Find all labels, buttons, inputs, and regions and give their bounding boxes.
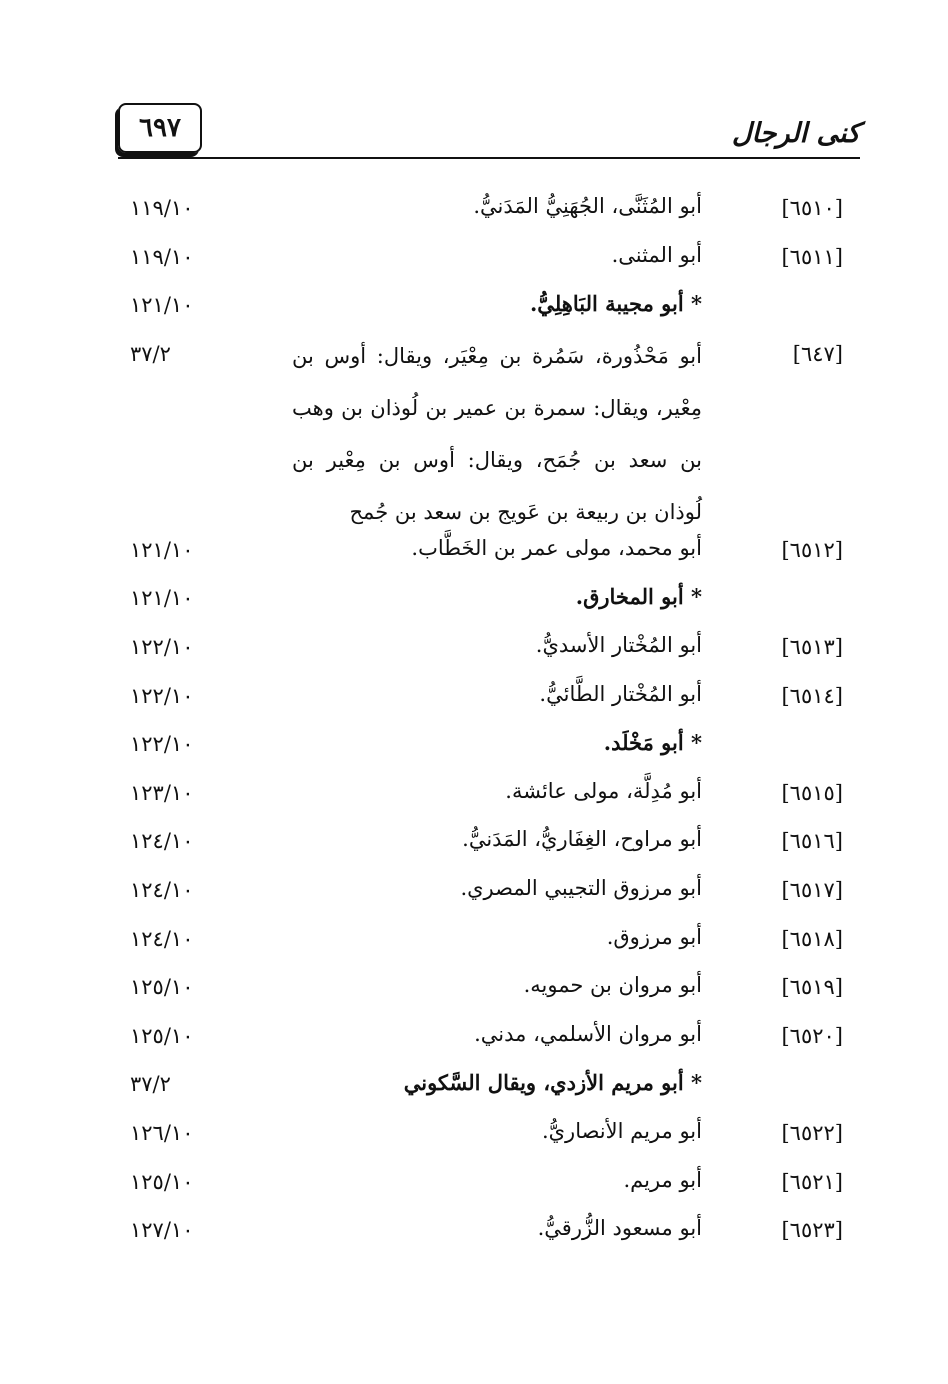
entry-name: أبو محمد، مولى عمر بن الخَطَّاب.: [411, 535, 702, 560]
entry-number: [٦٥١٢]: [781, 537, 843, 562]
entry-number: [٦٥٢٣]: [781, 1218, 843, 1243]
entry-name: أبو المُخْتار الطَّائيُّ.: [539, 681, 702, 706]
entry-reference: ١٢١/١٠: [130, 293, 194, 318]
entry-reference: ١١٩/١٠: [130, 196, 194, 220]
entry-number: [٦٥٢٢]: [781, 1120, 843, 1145]
entry-number: [٦٥٢١]: [781, 1169, 843, 1194]
entry-row: [0, 287, 948, 336]
entry-name: أبو مرزوق التجيبي المصري.: [460, 875, 702, 900]
entry-row: [0, 969, 948, 1018]
entry-heading: * أبو مجيبة البَاهِلِيُّ.: [530, 291, 702, 317]
entry-row: [0, 1115, 948, 1164]
entry-name: أبو مريم الأنصاريُّ.: [541, 1118, 702, 1143]
entry-name: أبو المُثَنَّى، الجُهَنِيُّ المَدَنيُّ.: [473, 194, 702, 218]
entry-number: [٦٥١٨]: [781, 926, 843, 951]
entry-row: [0, 678, 948, 727]
entry-number: [٦٥١٦]: [781, 829, 843, 854]
entry-name: أبو مريم.: [623, 1167, 702, 1192]
entry-row: [0, 239, 948, 288]
entry-number: [٦٥١٧]: [781, 877, 843, 902]
entry-reference: ١٢٥/١٠: [130, 1023, 194, 1048]
entry-row: [0, 336, 948, 532]
entry-name: أبو المُخْتار الأسديُّ.: [535, 632, 702, 657]
entry-heading: * أبو مريم الأزدي، ويقال السَّكوني: [403, 1070, 702, 1096]
entry-number: [٦٥١٩]: [781, 975, 843, 1000]
entry-row: [0, 775, 948, 824]
entry-row: [0, 532, 948, 581]
entry-reference: ١٢٢/١٠: [130, 634, 194, 659]
entry-row: [0, 580, 948, 629]
entry-heading: * أبو المخارق.: [575, 584, 702, 610]
entry-number: [٦٥١٣]: [781, 634, 843, 659]
entry-name: أبو مسعود الزُّرقيُّ.: [537, 1216, 702, 1241]
entry-reference: ١٢٤/١٠: [130, 926, 194, 951]
entry-number: [٦٥١٥]: [781, 780, 843, 805]
entry-number: [٦٥١١]: [781, 244, 843, 269]
entry-reference: ١٢٣/١٠: [130, 780, 194, 805]
entry-reference: ١٢١/١٠: [130, 586, 194, 611]
entry-number: [٦٥١٠]: [781, 196, 843, 220]
entry-name: أبو مراوح، الغِفَاريُّ، المَدَنيُّ.: [462, 827, 702, 852]
entry-reference: ١٢٤/١٠: [130, 877, 194, 902]
entry-reference: ١٢٢/١٠: [130, 683, 194, 708]
entry-row: [0, 1164, 948, 1213]
entry-name: أبو مُدِلَّة، مولى عائشة.: [505, 778, 702, 803]
entry-row: [0, 1212, 948, 1261]
entry-row: [0, 872, 948, 921]
entry-reference: ١٢٥/١٠: [130, 975, 194, 1000]
entry-reference: ١٢٦/١٠: [130, 1120, 194, 1145]
entry-name: أبو مروان بن حمويه.: [523, 973, 702, 998]
entry-row: [0, 726, 948, 775]
entry-name: أبو مَحْذُورة، سَمُرة بن مِعْيَر، ويقال: أوس بن مِعْير، ويقال: سمرة بن عمير بن لُوذان بن وهب بن سعد بن جُمَح، ويقال: أوس بن مِعْير بن لُوذان بن ربيعة بن عَويج بن سعد بن جُمح: [292, 343, 702, 524]
entry-row: [0, 629, 948, 678]
entry-number: [٦٥١٤]: [781, 683, 843, 708]
entry-row: [0, 1018, 948, 1067]
entries-list: [0, 190, 948, 1261]
entry-row: [0, 1066, 948, 1115]
entry-number: [٦٤٧]: [792, 341, 843, 366]
entry-row: [0, 823, 948, 872]
entry-name: أبو مرزوق.: [606, 924, 702, 949]
entry-row: [0, 190, 948, 239]
entry-reference: ١١٩/١٠: [130, 244, 194, 269]
entry-number: [٦٥٢٠]: [781, 1023, 843, 1048]
page-number: ٦٩٧: [118, 103, 202, 153]
entry-reference: ١٢٢/١٠: [130, 732, 194, 757]
entry-name: أبو المثنى.: [611, 242, 702, 267]
entry-reference: ٣٧/٢: [130, 341, 171, 366]
entry-heading: * أبو مَخْلَد.: [603, 730, 702, 756]
entry-reference: ٣٧/٢: [130, 1072, 171, 1097]
entry-reference: ١٢٤/١٠: [130, 829, 194, 854]
running-title: كنى الرجال: [731, 118, 860, 149]
entry-reference: ١٢٧/١٠: [130, 1218, 194, 1243]
entry-name: أبو مروان الأسلمي، مدني.: [474, 1021, 702, 1046]
entry-reference: ١٢٥/١٠: [130, 1169, 194, 1194]
entry-row: [0, 921, 948, 970]
entry-reference: ١٢١/١٠: [130, 537, 194, 562]
header-divider: [118, 157, 860, 159]
